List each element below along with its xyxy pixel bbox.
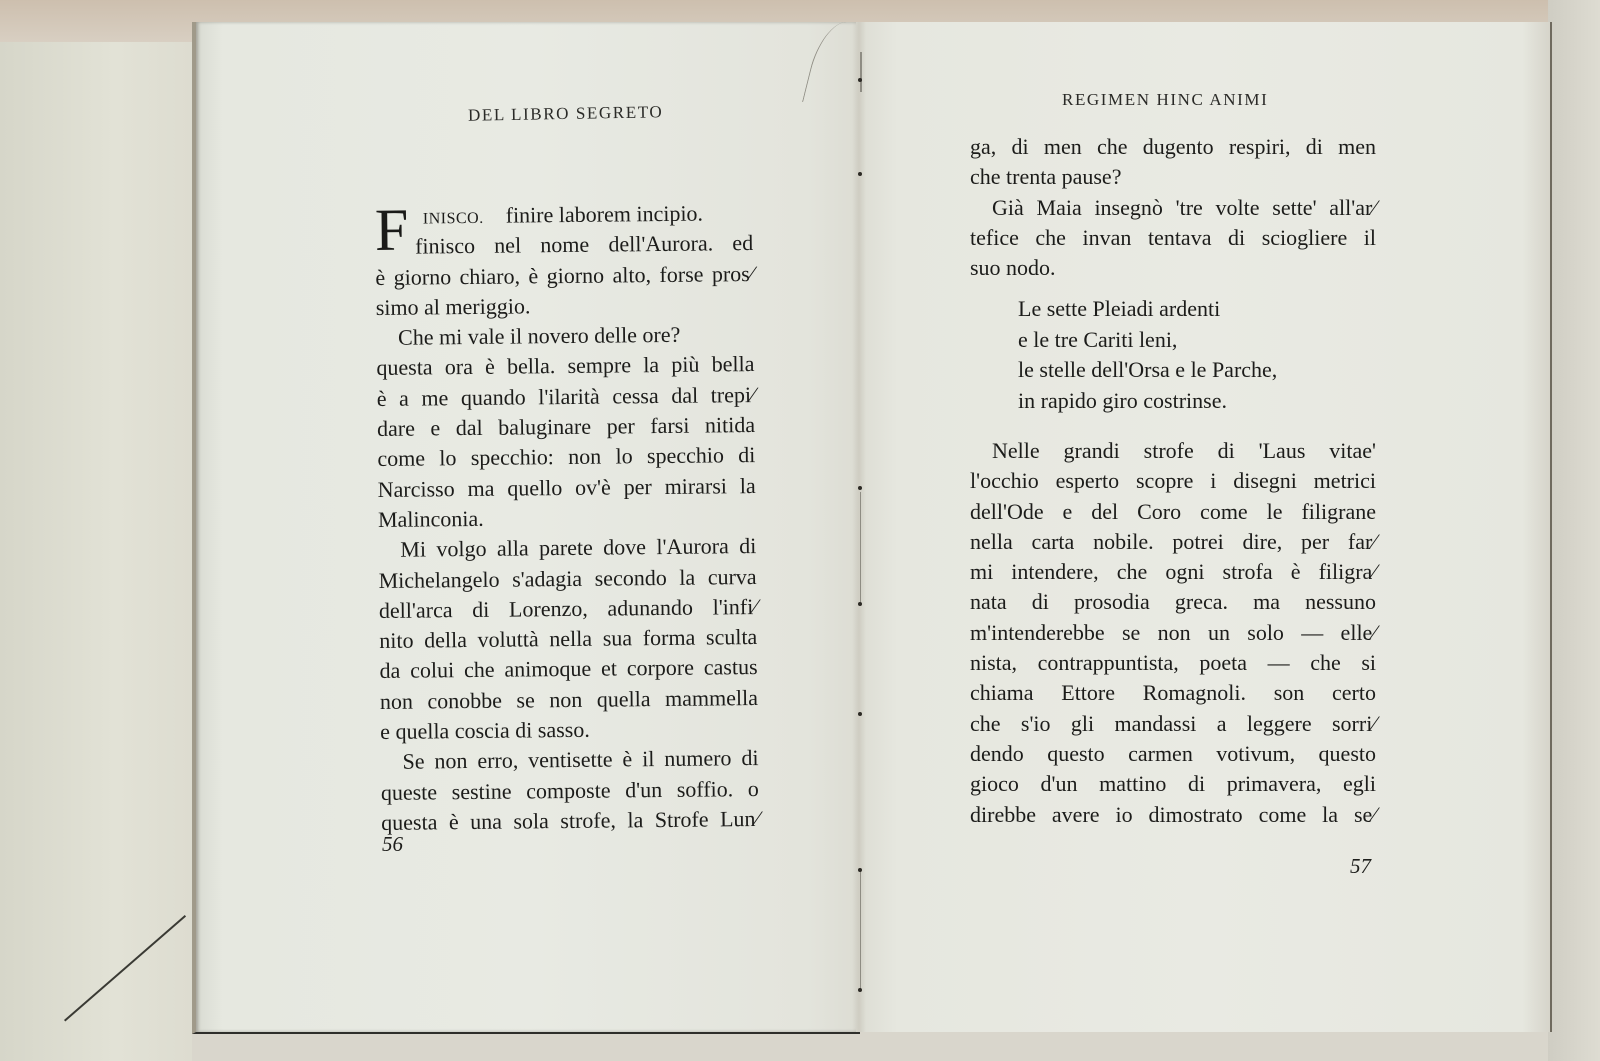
page-number-left: 56	[382, 832, 403, 856]
text-line: Se non erro, ventisette è il numero di	[402, 745, 759, 775]
text-line: non conobbe se non quella mammella	[379, 684, 759, 714]
text-line: finisco nel nome dell'Aurora. ed	[415, 230, 754, 259]
page-number-right: 57	[1350, 854, 1371, 878]
binding-stitch	[858, 486, 862, 490]
verse-line: Le sette Pleiadi ardenti	[1018, 296, 1221, 321]
text-line: Malinconia.	[377, 505, 484, 532]
text-line: che s'io gli mandassi a leggere sorri⁄	[970, 710, 1376, 736]
text-line: nata di prosodia greca. ma nessuno	[970, 589, 1376, 615]
text-line: Narcisso ma quello ov'è per mirarsi la	[377, 472, 756, 502]
text-line: Che mi vale il novero delle ore?	[397, 321, 681, 350]
text-line: nito della voluttà nella sua forma sculta	[379, 624, 758, 654]
text-line: che trenta pause?	[970, 164, 1122, 190]
binding-stitch	[858, 602, 862, 606]
binding-thread	[860, 870, 861, 990]
text-line: l'occhio esperto scopre i disegni metrici	[970, 468, 1376, 494]
text-line: m'intenderebbe se non un solo — elle⁄	[970, 619, 1376, 645]
binding-stitch	[858, 78, 862, 82]
text-line: gioco d'un mattino di primavera, egli	[970, 771, 1376, 797]
text-line: dare e dal baluginare per farsi nitida	[376, 412, 756, 442]
binding-thread	[860, 492, 861, 602]
line-text: finire laborem incipio.	[505, 200, 704, 228]
running-head-left: DEL LIBRO SEGRETO	[467, 102, 664, 125]
text-line: questa è una sola strofe, la Strofe Lun⁄	[381, 805, 760, 835]
text-line: Michelangelo s'adagia secondo la curva	[378, 563, 757, 593]
binding-stitch	[858, 868, 862, 872]
binding-thread	[860, 52, 862, 92]
page-left	[192, 22, 860, 1034]
text-line: come lo specchio: non lo specchio di	[377, 442, 756, 472]
left-page-body	[375, 198, 760, 838]
text-line: e quella coscia di sasso.	[380, 716, 590, 745]
page-right	[856, 22, 1552, 1032]
open-book-spread	[192, 22, 1550, 1032]
text-line: tefice che invan tentava di sciogliere il	[970, 224, 1376, 250]
text-line: dendo questo carmen votivum, questo	[970, 740, 1376, 766]
first-word-smallcaps: INISCO.	[422, 209, 484, 228]
text-line: è giorno chiaro, è giorno alto, forse pros⁄	[375, 260, 754, 290]
text-line: Mi volgo alla parete dove l'Aurora di	[400, 533, 757, 563]
running-head-right: REGIMEN HINC ANIMI	[1062, 90, 1269, 109]
binding-stitch	[858, 172, 862, 176]
text-line: ga, di men che dugento respiri, di men	[970, 134, 1376, 159]
background-right-edge	[1548, 0, 1600, 1061]
background-left-sheet	[0, 42, 192, 1061]
drop-cap: F	[374, 196, 409, 263]
text-line: dell'Ode e del Coro come le filigrane	[970, 498, 1376, 524]
text-line: chiama Ettore Romagnoli. son certo	[970, 680, 1376, 706]
right-page-body-bottom	[970, 436, 1376, 830]
text-line: queste sestine composte d'un soffio. o	[380, 775, 759, 805]
text-line: è a me quando l'ilarità cessa dal trepi⁄	[376, 381, 755, 411]
text-line: da colui che animoque et corpore castus	[379, 654, 758, 684]
text-line: direbbe avere io dimostrato come la se⁄	[970, 801, 1376, 827]
text-line: Nelle grandi strofe di 'Laus vitae'	[992, 438, 1376, 463]
text-line: Già Maia insegnò 'tre volte sette' all'ar⁄	[992, 194, 1376, 220]
verse-line: le stelle dell'Orsa e le Parche,	[1018, 357, 1278, 382]
verse-line: e le tre Cariti leni,	[1018, 326, 1178, 352]
binding-stitch	[858, 988, 862, 992]
text-line: nella carta nobile. potrei dire, per far⁄	[970, 528, 1376, 554]
verse-line: in rapido giro costrinse.	[1018, 387, 1227, 413]
verse-block	[1018, 294, 1277, 416]
text-line: dell'arca di Lorenzo, adunando l'infi⁄	[378, 593, 758, 623]
text-line: suo nodo.	[970, 255, 1056, 281]
text-line: questa ora è bella. sempre la più bella	[376, 351, 755, 381]
text-line: mi intendere, che ogni strofa è filigra⁄	[970, 559, 1376, 585]
text-line: nista, contrappuntista, poeta — che si	[970, 650, 1376, 676]
right-page-body-top	[970, 132, 1376, 283]
text-line: simo al meriggio.	[375, 293, 531, 320]
binding-stitch	[858, 712, 862, 716]
text-line	[375, 198, 753, 232]
